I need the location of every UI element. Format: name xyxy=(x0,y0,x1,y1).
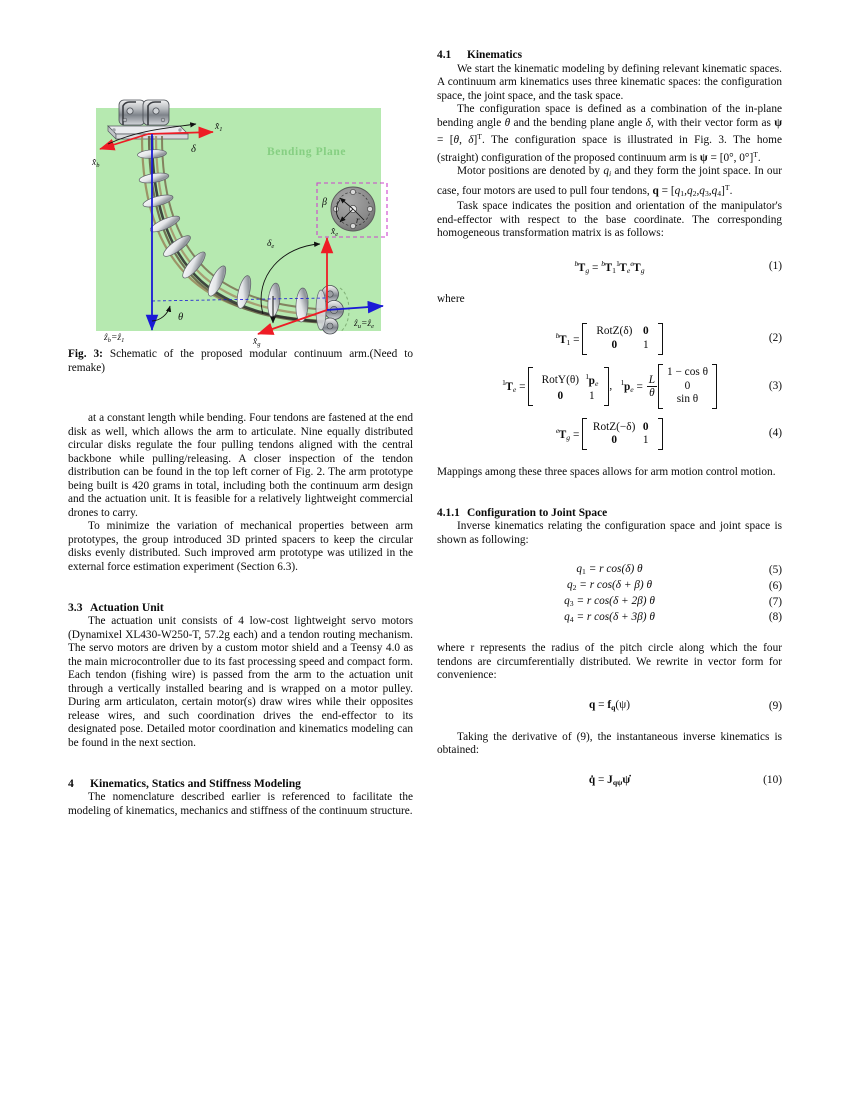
paragraph-kinematic-spaces: We start the kinematic modeling by defining relevant kinematic spaces. A continuum arm kinematics uses three kinematic spaces: the configuration space, the joint space, and the task space. xyxy=(437,62,782,102)
eq3-bracket-right-2 xyxy=(712,364,717,410)
eq6-body xyxy=(567,579,652,591)
label-z-u-z-e: $ẑ_u=ẑ_e$ xyxy=(354,319,374,330)
eq3-pe-presup: 1 xyxy=(585,371,590,381)
eq3-pe: p xyxy=(588,374,595,387)
eq7-lhs-sub: 3 xyxy=(569,598,574,608)
eq2-r1c2: 0 xyxy=(643,325,649,338)
eq4-lhs-sub: g xyxy=(566,432,571,442)
eq4-matrix xyxy=(582,418,663,450)
eq2-row-1 xyxy=(591,325,654,339)
eq3-pe-sub: e xyxy=(594,378,599,388)
cfg-psi: ψ xyxy=(774,116,782,129)
eq4-bracket-left xyxy=(582,418,587,450)
eq8-number: (8) xyxy=(768,611,782,624)
eq3-m1r1c2 xyxy=(583,370,600,390)
eq4-r2c1: 0 xyxy=(611,434,617,447)
joint-q: q xyxy=(603,164,609,177)
eq10-rhs-sub: qψ xyxy=(612,777,623,787)
eq3-m1r2c2: 1 xyxy=(589,390,595,402)
equation-8 xyxy=(437,611,782,627)
figure-caption-text: Schematic of the proposed modular continuum arm.(Need to remake) xyxy=(68,348,413,374)
eq6-rhs: = r cos(δ + β) θ xyxy=(579,579,653,592)
eq9-lhs: q xyxy=(589,698,596,711)
paragraph-pitch-radius: where r represents the radius of the pitch circle along which the four tendons are circumferentially distributed. We rewrite in vector form for convenience: xyxy=(437,642,782,682)
cfg-delta: δ xyxy=(645,116,651,129)
eq3-v2: 0 xyxy=(684,379,691,392)
eq7-rhs: = r cos(δ + 2β) θ xyxy=(576,594,655,607)
joint-text-b: and they form the joint space. In our case, four motors are used to pull four tendons, xyxy=(437,164,782,197)
eq5-number: (5) xyxy=(768,564,782,577)
heading-section-4 xyxy=(68,777,413,791)
equation-4 xyxy=(437,418,782,450)
eq2-r2c2: 1 xyxy=(643,338,649,351)
joint-text-d: ] xyxy=(721,184,725,197)
eq8-body xyxy=(564,611,655,623)
cfg-text-e: , xyxy=(459,134,469,147)
label-x-e: $x̂_e$ xyxy=(331,227,339,238)
where-label-1: where xyxy=(437,293,465,306)
figure-3-continuum-arm xyxy=(68,48,413,348)
eq2-lhs: $^bT_1$ = xyxy=(555,330,583,347)
label-beta: β xyxy=(322,197,327,208)
heading-3-3-number: 3.3 xyxy=(68,600,83,614)
eq3-m1-row-1 xyxy=(537,370,600,390)
eq3-frac-denominator: θ xyxy=(649,387,655,400)
paragraph-nomenclature: The nomenclature described earlier is referenced to facilitate the modeling of kinematics, mechanics and stiffness of the continuum structure. xyxy=(68,791,413,817)
heading-section-4-1 xyxy=(437,48,782,62)
eq1-lhs-sub: g xyxy=(585,265,590,275)
eq3-lhs-presup: 1 xyxy=(502,378,506,388)
label-x-b: $x̂_b$ xyxy=(92,158,100,169)
eq4-lhs-T: T xyxy=(558,428,567,441)
cfg-home-value: = [0°, 0°] xyxy=(707,151,754,164)
paragraph-actuation-unit: The actuation unit consists of 4 low-cost lightweight servo motors (Dynamixel XL430-W250-T, 57.2g each) and a tendon routing mechanism. The servo motors are driven by a custom motor shield and a Teensy 4.0 as the main microcontroller due to its fast processing speed and compact form. Each tendon (fishing wire) is passed from the arm to the actuation unit through a vertically installed bearing and is wrapped on a motor pulley. During arm articulaton, certain motor(s) draw wires while their opposites release wires, and such coordination drives the end-effector to its designated pose. Detailed motor coordination and kinematics modeling can be found in the next section. xyxy=(68,615,413,749)
eq9-rhs-f: f xyxy=(607,698,612,711)
eq3-m1r1c1: RotY(θ) xyxy=(541,374,580,387)
cfg-psi-2: ψ xyxy=(699,151,708,164)
heading-4-1-1-number: 4.1.1 xyxy=(437,506,460,519)
cfg-text-g: . The configuration space is illustrated in Fig. 3. The home (straight) configuration of the proposed continuum arm is xyxy=(437,134,782,164)
eq9-number: (9) xyxy=(768,699,782,712)
eq5-lhs-sub: 1 xyxy=(582,567,586,577)
eq2-r2c1: 0 xyxy=(611,338,618,351)
heading-section-3-3 xyxy=(68,601,413,615)
heading-4-1-number: 4.1 xyxy=(437,49,452,61)
paragraph-mappings: Mappings among these three spaces allows for arm motion control motion. xyxy=(437,466,776,479)
left-column xyxy=(68,412,413,818)
cfg-text-f: ] xyxy=(473,134,478,147)
eq2-matrix-body xyxy=(589,323,656,355)
eq3-lhs-sub: e xyxy=(512,385,517,395)
eq2-bracket-right xyxy=(658,323,663,355)
eq4-matrix-body xyxy=(589,418,656,450)
eq3-v1: 1 − cos θ xyxy=(667,366,708,379)
label-theta: θ xyxy=(178,312,184,323)
paragraph-joint-space: Motor positions are denoted by $q_i$ and they form the joint space. In our case, four motors are used to pull four tendons, $q = [q_1,q_2,q_3,q_4]^T$. xyxy=(437,164,782,198)
label-delta: δ xyxy=(191,144,196,155)
cfg-delta-2: δ xyxy=(468,134,474,147)
equation-3 xyxy=(437,364,782,410)
paragraph-spacers: To minimize the variation of mechanical properties between arm prototypes, the group introduced 3D printed spacers to keep the circular disks evenly distributed. Such improved arm prototype was utilized in the external force estimation experiment (Section 6.3). xyxy=(68,520,413,574)
eq3-lhs: $^1T_e$ = xyxy=(502,378,529,395)
eq6-lhs-sub: 2 xyxy=(572,583,577,593)
eq3-v3: sin θ xyxy=(676,393,699,406)
eq3-lhs2-sub: e xyxy=(630,385,634,395)
paragraph-arm-design: at a constant length while bending. Four tendons are fastened at the end disk as well, which allows the arm to articulate. Nine equally distributed circular disks regulate the four pulling tendons aligned with the central backbone while pulling/releasing. A closer inspection of the tendon distribution can be found in the top left corner of Fig. 2. The arm prototype being built is 420 grams in total, including both the continuum arm design and the actuation unit. It is feasible for a relatively lightweight commercial drones to carry. xyxy=(68,412,413,519)
heading-section-4-1-1 xyxy=(437,506,782,520)
equation-6 xyxy=(437,579,782,595)
heading-4-title: Kinematics, Statics and Stiffness Modeling xyxy=(90,776,301,790)
joint-qvec: q xyxy=(652,184,659,197)
eq8-lhs-sub: 4 xyxy=(569,614,574,624)
eq3-vector-body xyxy=(665,364,710,410)
paragraph-derivative: Taking the derivative of (9), the instantaneous inverse kinematics is obtained: xyxy=(437,730,782,757)
eq10-rhs-psi: ψ̇ xyxy=(622,773,631,786)
eq9-rhs-arg: (ψ) xyxy=(615,698,630,711)
equation-1 xyxy=(437,257,782,277)
label-z-b-z-1: $ẑ_b=ẑ_1$ xyxy=(104,333,125,344)
label-r: r xyxy=(356,215,360,225)
eq4-row-1 xyxy=(591,421,654,435)
eq3-m1r2c1: 0 xyxy=(557,390,564,402)
eq7-body xyxy=(564,595,655,607)
eq2-number: (2) xyxy=(768,332,782,345)
figure-caption-label: Fig. 3: xyxy=(68,348,103,360)
label-x-1: $x̂_1$ xyxy=(215,122,223,133)
cfg-text-d: = [ xyxy=(437,134,454,147)
equation-9 xyxy=(437,699,782,715)
eq6-lhs: q xyxy=(566,579,573,592)
equation-2 xyxy=(437,323,782,355)
eq2-lhs-sub: 1 xyxy=(566,337,571,347)
eq3-bracket-left-1 xyxy=(528,367,533,406)
label-x-g: $x̂_g$ xyxy=(253,337,261,348)
eq3-lhs2-p: p xyxy=(623,381,631,394)
joint-text-c: = [ xyxy=(658,184,675,197)
eq3-fraction-L-theta xyxy=(647,374,656,399)
eq3-matrix-1 xyxy=(528,367,609,406)
cfg-text-a: The configuration space is defined as a combination of the in-plane bending angle xyxy=(437,103,782,129)
eq10-body: q̇ = $J_{q\psi}\psi̇$ xyxy=(588,773,631,787)
heading-3-3-title: Actuation Unit xyxy=(90,600,164,614)
eq3-matrix-1-body xyxy=(535,367,602,406)
heading-4-1-1-title: Configuration to Joint Space xyxy=(467,506,608,519)
cfg-theta: θ xyxy=(504,116,511,129)
eq1-rhs: = $^bT_1^1T_e^eT_g$ xyxy=(592,258,645,275)
paragraph-inverse-kinematics: Inverse kinematics relating the configuration space and joint space is shown as following: xyxy=(437,520,782,546)
eq4-row-2 xyxy=(591,434,654,448)
eq2-row xyxy=(437,323,782,355)
eq3-vector xyxy=(658,364,717,410)
eq10-rhs-J: J xyxy=(607,773,613,786)
eq5-rhs: = r cos(δ) θ xyxy=(588,563,643,576)
eq10-lhs: q̇ xyxy=(588,773,596,786)
eq1-number: (1) xyxy=(768,260,782,273)
eq2-bracket-left xyxy=(582,323,587,355)
equation-10 xyxy=(437,774,782,790)
eq9-body: $q = f_q(\psi)$ xyxy=(589,698,630,712)
eq2-lhs-T: T xyxy=(558,333,567,346)
cfg-text-b: and the bending plane angle xyxy=(510,116,646,129)
eq8-rhs: = r cos(δ + 3β) θ xyxy=(576,610,655,623)
eq3-frac-numerator: L xyxy=(648,373,656,386)
eq2-r1c1: RotZ(δ) xyxy=(596,325,633,338)
eq7-number: (7) xyxy=(768,595,782,608)
eq1-lhs-presup: b xyxy=(574,258,579,268)
eq4-lhs: $^eT_g$ = xyxy=(555,426,583,442)
eq4-r2c2: 1 xyxy=(642,434,649,447)
label-delta-e: $\delta_e$ xyxy=(267,239,275,250)
figure-caption xyxy=(68,348,413,375)
cfg-transpose-1: T xyxy=(477,132,482,142)
eq4-lhs-presup: e xyxy=(555,426,560,436)
equation-5 xyxy=(437,563,782,579)
joint-transpose: T xyxy=(724,182,730,192)
paragraph-task-space: Task space indicates the position and orientation of the manipulator's end-effector with respect to the base coordinate. The corresponding homogeneous transformation matrix is as follows: xyxy=(437,200,782,240)
eq2-row-2 xyxy=(591,339,654,353)
equation-7 xyxy=(437,595,782,611)
eq1-lhs-T: T xyxy=(577,261,586,274)
eq4-r1c1: RotZ(−δ) xyxy=(592,420,636,433)
eq7-lhs: q xyxy=(564,594,570,607)
eq5-lhs: q xyxy=(576,563,583,576)
eq10-number: (10) xyxy=(763,774,782,787)
eq6-number: (6) xyxy=(768,580,782,593)
cfg-transpose-2: T xyxy=(753,149,758,159)
eq5-body xyxy=(576,563,642,575)
joint-text-a: Motor positions are denoted by xyxy=(457,164,604,177)
joint-q-list: $q_1,q_2,q_3,q_4$ xyxy=(674,184,722,198)
eq2-matrix xyxy=(582,323,663,355)
eq9-rhs-sub: q xyxy=(611,702,616,712)
joint-q-sub: i xyxy=(608,169,612,179)
eq3-lhs2-presup: 1 xyxy=(620,378,625,388)
cfg-theta-2: θ xyxy=(453,134,460,147)
figure-svg xyxy=(68,48,413,348)
bending-plane-label: Bending Plane xyxy=(267,146,347,158)
eq4-bracket-right xyxy=(658,418,663,450)
heading-4-1-title: Kinematics xyxy=(467,49,523,61)
eq4-number: (4) xyxy=(768,427,782,440)
right-column xyxy=(437,48,782,789)
eq2-lhs-presup: b xyxy=(555,330,560,340)
eq4-r1c2: 0 xyxy=(642,420,649,433)
eq3-number: (3) xyxy=(768,379,782,392)
eq3-m1-row-2 xyxy=(537,390,600,404)
eq3-row xyxy=(437,364,782,410)
eq3-bracket-left-2 xyxy=(658,364,663,410)
cfg-text-c: , with their vector form as xyxy=(650,116,775,129)
eq3-lhs-T: T xyxy=(505,381,513,394)
heading-4-number: 4 xyxy=(68,776,74,790)
eq4-row xyxy=(437,418,782,450)
eq3-separator: , xyxy=(609,379,613,392)
paragraph-configuration-space: The configuration space is defined as a combination of the in-plane bending angle θ and the bending plane angle δ, with their vector form as ψ = [θ, δ]$^T$. The configuration space is illustrated in Fig. 3. The home (straight) configuration of the proposed continuum arm is ψ = [0°, 0°]$^T$. xyxy=(437,103,782,164)
eq3-lhs-2: $^1p_e$ = xyxy=(620,378,646,395)
eq8-lhs: q xyxy=(564,610,570,623)
